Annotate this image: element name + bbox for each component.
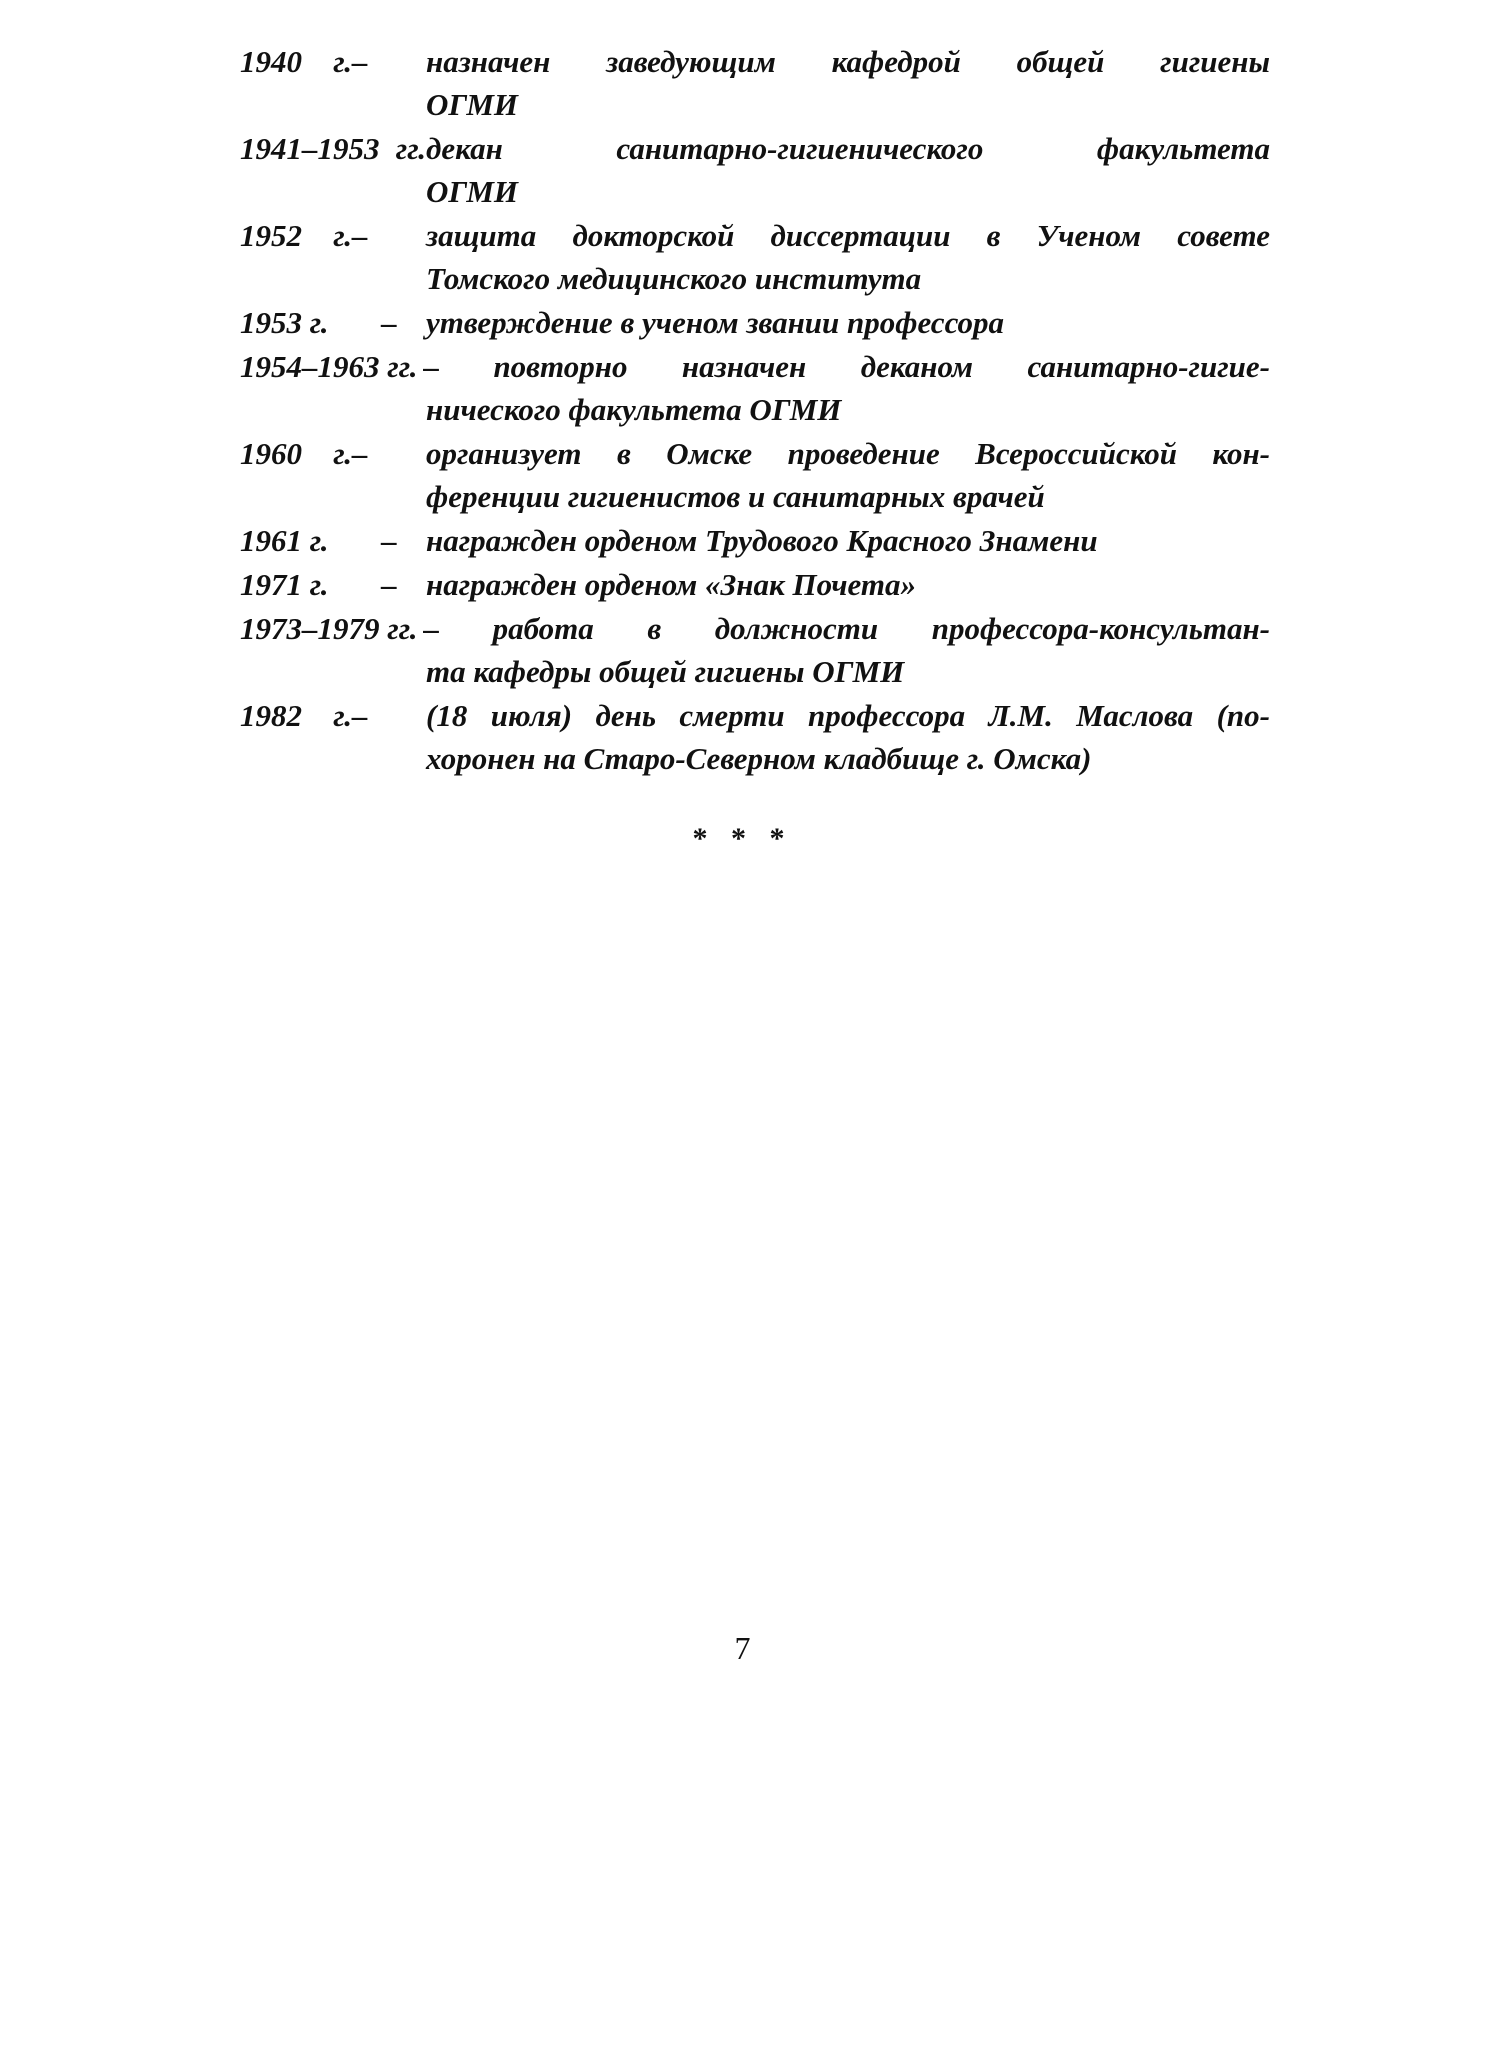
chronology-entry bbox=[240, 694, 1270, 780]
entry-dash: – bbox=[352, 436, 368, 471]
entry-text: защита докторской диссертации в Ученом совете bbox=[426, 218, 1270, 253]
entry-date: 1982 г. bbox=[240, 698, 352, 733]
entry-date: 1973–1979 гг. bbox=[240, 611, 418, 646]
entry-text: утверждение в ученом звании профессора bbox=[426, 305, 1005, 340]
entry-dash: – bbox=[352, 44, 368, 79]
entry-dash: – bbox=[352, 698, 368, 733]
chronology-entry bbox=[240, 519, 1270, 562]
page-number: 7 bbox=[734, 1630, 751, 1666]
entry-date: 1952 г. bbox=[240, 218, 352, 253]
chronology-list bbox=[240, 40, 1270, 781]
entry-first-line bbox=[240, 563, 1270, 606]
entry-dash: – bbox=[381, 523, 397, 558]
entry-date: 1954–1963 гг. bbox=[240, 349, 418, 384]
entry-first-line bbox=[240, 301, 1270, 344]
entry-text: декан санитарно-гигиенического факультета bbox=[426, 131, 1270, 166]
chronology-entry bbox=[240, 40, 1270, 126]
entry-dash: – bbox=[381, 567, 397, 602]
chronology-entry bbox=[240, 432, 1270, 518]
entry-text: (18 июля) день смерти профессора Л.М. Маслова (по- bbox=[426, 698, 1270, 733]
entry-first-line bbox=[240, 607, 1270, 650]
entry-dash: – bbox=[423, 349, 439, 384]
entry-continuation: та кафедры общей гигиены ОГМИ bbox=[426, 654, 905, 689]
entry-date: 1971 г. bbox=[240, 567, 329, 602]
entry-first-line bbox=[240, 432, 1270, 475]
entry-date: 1940 г. bbox=[240, 44, 352, 79]
chronology-entry bbox=[240, 127, 1270, 213]
entry-text: назначен заведующим кафедрой общей гигиены bbox=[426, 44, 1270, 79]
chronology-entry bbox=[240, 301, 1270, 344]
entry-continuation: хоронен на Старо-Северном кладбище г. Омска) bbox=[426, 741, 1092, 776]
entry-first-line bbox=[240, 694, 1270, 737]
chronology-entry bbox=[240, 563, 1270, 606]
entry-first-line bbox=[240, 345, 1270, 388]
section-separator: * * * bbox=[692, 822, 793, 855]
entry-text: повторно назначен деканом санитарно-гигие- bbox=[493, 349, 1270, 384]
entry-continuation: ОГМИ bbox=[426, 87, 519, 122]
entry-date: 1960 г. bbox=[240, 436, 352, 471]
entry-continuation: нического факультета ОГМИ bbox=[426, 392, 842, 427]
entry-first-line bbox=[240, 519, 1270, 562]
entry-dash: – bbox=[352, 218, 368, 253]
entry-continuation: ОГМИ bbox=[426, 174, 519, 209]
chronology-entry bbox=[240, 214, 1270, 300]
entry-text: организует в Омске проведение Всероссийской кон- bbox=[426, 436, 1270, 471]
entry-continuation: Томского медицинского института bbox=[426, 261, 922, 296]
entry-dash: – bbox=[423, 611, 439, 646]
entry-continuation: ференции гигиенистов и санитарных врачей bbox=[426, 479, 1045, 514]
entry-text: награжден орденом Трудового Красного Знамени bbox=[426, 523, 1098, 558]
entry-first-line bbox=[240, 214, 1270, 257]
entry-text: работа в должности профессора-консультан- bbox=[492, 611, 1271, 646]
entry-first-line bbox=[240, 127, 1270, 170]
entry-text: награжден орденом «Знак Почета» bbox=[426, 567, 917, 602]
entry-date: 1961 г. bbox=[240, 523, 329, 558]
chronology-entry bbox=[240, 345, 1270, 431]
entry-dash: – bbox=[381, 305, 397, 340]
chronology-entry bbox=[240, 607, 1270, 693]
entry-date: 1953 г. bbox=[240, 305, 329, 340]
entry-date: 1941–1953 гг. bbox=[240, 131, 426, 166]
entry-first-line bbox=[240, 40, 1270, 83]
